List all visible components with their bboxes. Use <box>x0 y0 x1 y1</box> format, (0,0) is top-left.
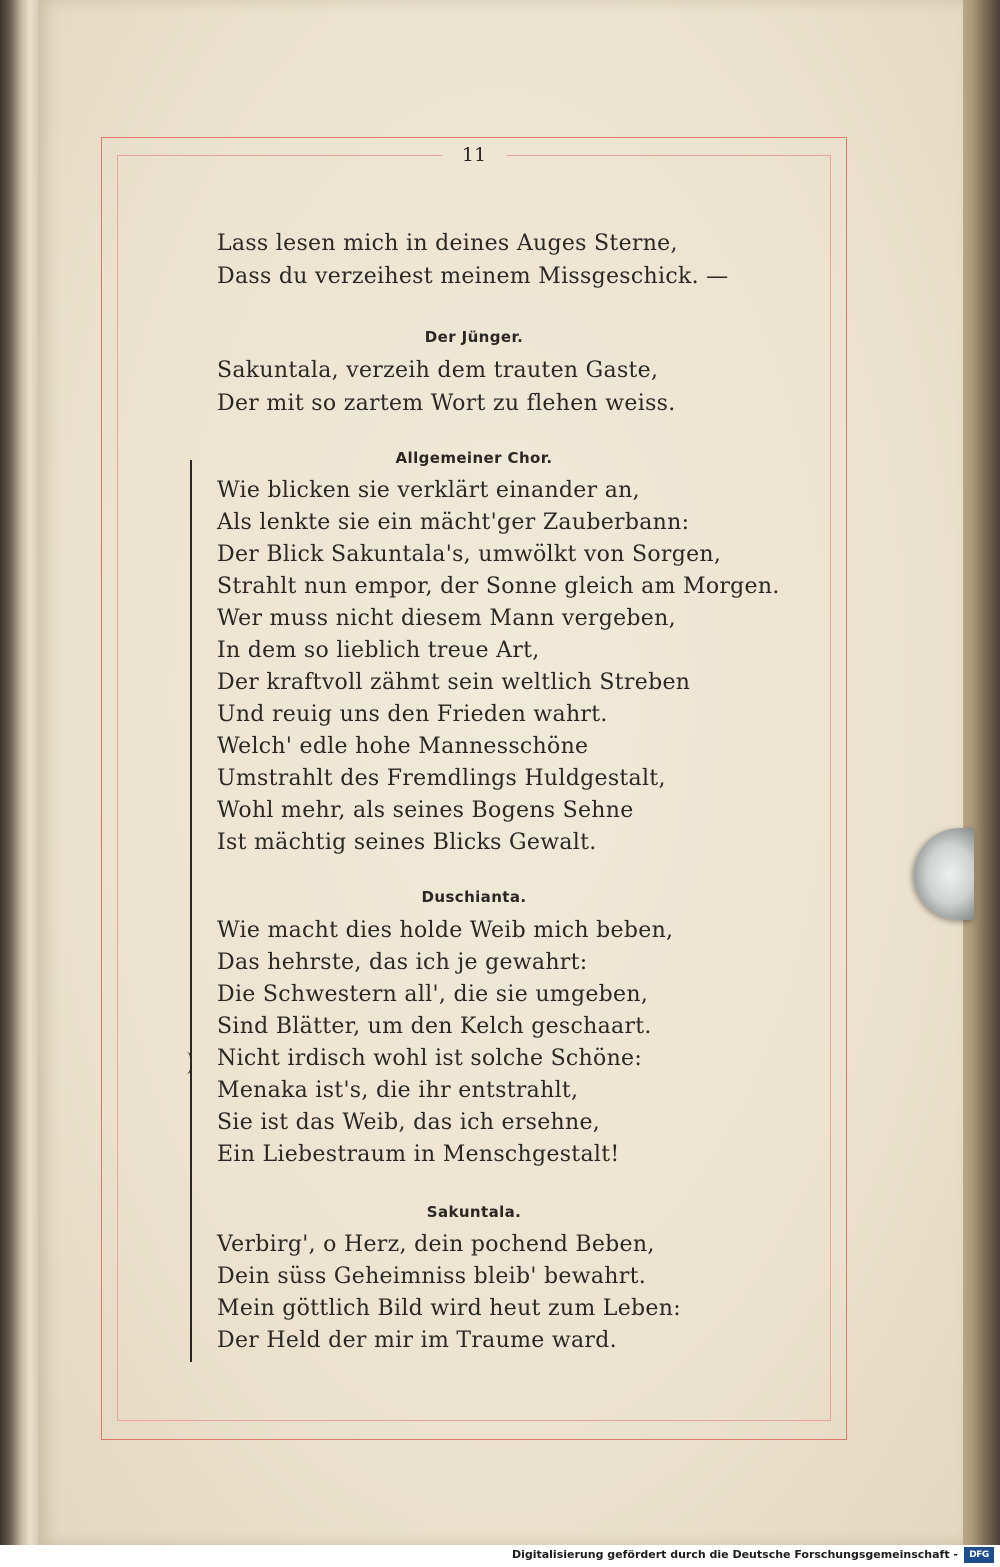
verse-line: Umstrahlt des Fremdlings Huldgestalt, <box>217 766 666 791</box>
verse-line: In dem so lieblich treue Art, <box>217 638 540 663</box>
verse-line: Ein Liebestraum in Menschgestalt! <box>217 1142 620 1167</box>
left-page-edge <box>0 0 38 1567</box>
verse-line: Mein göttlich Bild wird heut zum Leben: <box>217 1296 681 1321</box>
verse-line: Der Blick Sakuntala's, umwölkt von Sorgen, <box>217 542 722 567</box>
verse-line: Lass lesen mich in deines Auges Sterne, <box>217 231 678 256</box>
speaker-heading: Der Jünger. <box>424 328 524 346</box>
verse-line: Verbirg', o Herz, dein pochend Beben, <box>217 1232 655 1257</box>
verse-line: Wie blicken sie verklärt einander an, <box>217 478 640 503</box>
verse-line: Der kraftvoll zähmt sein weltlich Streben <box>217 670 691 695</box>
book-spine-edge <box>963 0 1000 1545</box>
verse-line: Und reuig uns den Frieden wahrt. <box>217 702 608 727</box>
speaker-heading: Duschianta. <box>421 888 527 906</box>
bracket-notch <box>186 1052 192 1074</box>
verse-line: Wer muss nicht diesem Mann vergeben, <box>217 606 676 631</box>
verse-line: Wohl mehr, als seines Bogens Sehne <box>217 798 634 823</box>
verse-line: Menaka ist's, die ihr entstrahlt, <box>217 1078 579 1103</box>
verse-line: Welch' edle hohe Mannesschöne <box>217 734 589 759</box>
speaker-heading: Sakuntala. <box>426 1203 522 1221</box>
verse-line: Die Schwestern all', die sie umgeben, <box>217 982 649 1007</box>
verse-line: Das hehrste, das ich je gewahrt: <box>217 950 588 975</box>
verse-line: Als lenkte sie ein mächt'ger Zauberbann: <box>217 510 690 535</box>
chorus-bracket <box>190 460 192 1362</box>
verse-line: Ist mächtig seines Blicks Gewalt. <box>217 830 597 855</box>
digitization-credit: Digitalisierung gefördert durch die Deutsche Forschungsgemeinschaft - <box>511 1548 958 1561</box>
page-number: 11 <box>442 144 506 166</box>
verse-line: Nicht irdisch wohl ist solche Schöne: <box>217 1046 643 1071</box>
verse-line: Dass du verzeihest meinem Missgeschick. — <box>217 264 729 289</box>
verse-line: Strahlt nun empor, der Sonne gleich am Morgen. <box>217 574 780 599</box>
verse-line: Sind Blätter, um den Kelch geschaart. <box>217 1014 652 1039</box>
verse-line: Der Held der mir im Traume ward. <box>217 1328 617 1353</box>
dfg-logo: DFG <box>964 1547 994 1563</box>
verse-line: Dein süss Geheimniss bleib' bewahrt. <box>217 1264 647 1289</box>
verse-line: Der mit so zartem Wort zu flehen weiss. <box>217 391 676 416</box>
verse-line: Sie ist das Weib, das ich ersehne, <box>217 1110 601 1135</box>
verse-line: Sakuntala, verzeih dem trauten Gaste, <box>217 358 659 383</box>
verse-line: Wie macht dies holde Weib mich beben, <box>217 918 674 943</box>
speaker-heading: Allgemeiner Chor. <box>395 449 553 467</box>
